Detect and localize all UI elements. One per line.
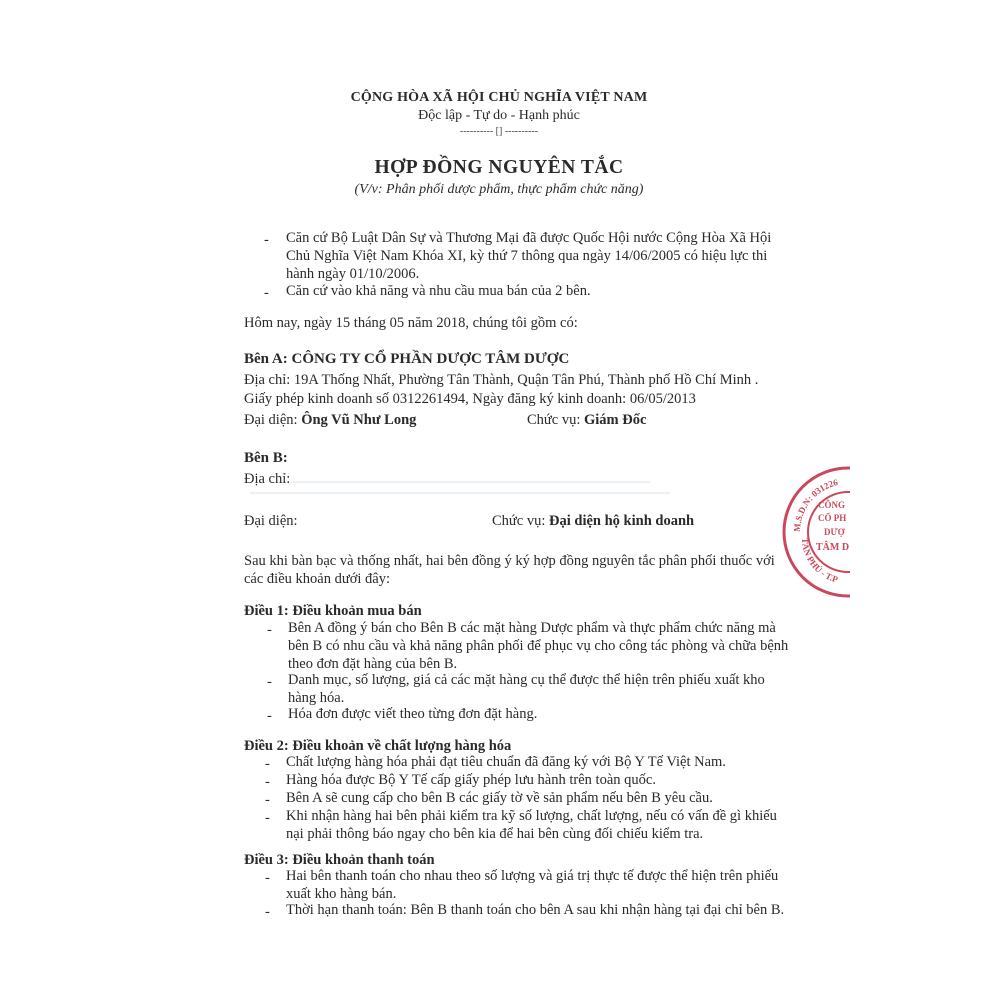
rep-label: Đại diện:: [244, 412, 302, 428]
bullet-dash: -: [267, 674, 272, 690]
article-2-line: Chất lượng hàng hóa phải đạt tiêu chuẩn đã đăng ký với Bộ Y Tế Việt Nam.: [286, 754, 726, 770]
bullet-dash: -: [267, 622, 272, 638]
legal-basis-line: Căn cứ vào khả năng và nhu cầu mua bán của 2 bên.: [286, 283, 591, 299]
agreement-line: Sau khi bàn bạc và thống nhất, hai bên đồng ý ký hợp đồng nguyên tắc phân phối thuốc với: [244, 553, 775, 569]
seal-line: CỔ PH: [818, 513, 847, 523]
seal-bottom-text: TÂN PHÚ - T.P: [799, 537, 840, 585]
party-b-address-label: Địa chỉ:: [244, 471, 291, 487]
document-subtitle: (V/v: Phân phối dược phẩm, thực phẩm chức năng): [354, 182, 644, 197]
nation-header: CỘNG HÒA XÃ HỘI CHỦ NGHĨA VIỆT NAM: [350, 90, 648, 105]
bullet-dash: -: [267, 708, 272, 724]
party-a-license: Giấy phép kinh doanh số 0312261494, Ngày đăng ký kinh doanh: 06/05/2013: [244, 391, 696, 407]
article-3-line: Hai bên thanh toán cho nhau theo số lượng và giá trị thực tế được thể hiện trên phiếu: [286, 868, 779, 884]
party-a-heading: Bên A: CÔNG TY CỔ PHẦN DƯỢC TÂM DƯỢC: [244, 351, 570, 367]
legal-basis-line: Chủ Nghĩa Việt Nam Khóa XI, kỳ thứ 7 thông qua ngày 14/06/2005 có hiệu lực thi: [286, 248, 768, 264]
redacted-field: [250, 492, 670, 494]
rep-name: Ông Vũ Như Long: [301, 412, 417, 428]
legal-basis-line: Căn cứ Bộ Luật Dân Sự và Thương Mại đã được Quốc Hội nước Cộng Hòa Xã Hội: [286, 230, 772, 246]
article-2-line: Bên A sẽ cung cấp cho bên B các giấy tờ về sản phẩm nếu bên B yêu cầu.: [286, 790, 713, 806]
bullet-dash: -: [265, 904, 270, 920]
position-label: Chức vụ:: [527, 412, 584, 428]
article-1-line: Danh mục, số lượng, giá cả các mặt hàng cụ thể được thể hiện trên phiếu xuất kho: [288, 672, 765, 688]
document-title: HỢP ĐỒNG NGUYÊN TẮC: [374, 157, 624, 178]
bullet-dash: -: [265, 792, 270, 808]
position-value: Giám Đốc: [584, 412, 647, 428]
bullet-dash: -: [265, 810, 270, 826]
position-value: Đại diện hộ kinh doanh: [549, 513, 695, 529]
bullet-dash: -: [265, 756, 270, 772]
bullet-dash: -: [264, 285, 269, 301]
article-3-heading: Điều 3: Điều khoản thanh toán: [244, 852, 435, 868]
article-1-line: bên B có nhu cầu và khả năng phân phối để phục vụ cho công tác phòng và chữa bệnh: [288, 638, 789, 654]
party-a-representative: [244, 412, 416, 429]
position-label: Chức vụ:: [492, 513, 549, 529]
article-1-heading: Điều 1: Điều khoản mua bán: [244, 603, 422, 619]
seal-line: DƯỢ: [824, 527, 845, 537]
article-1-line: theo đơn đặt hàng của bên B.: [288, 656, 458, 672]
article-2-line: Hàng hóa được Bộ Y Tế cấp giấy phép lưu hành trên toàn quốc.: [286, 772, 656, 788]
seal-graphic: [778, 462, 850, 602]
company-seal: [778, 462, 850, 602]
header-separator: ---------- [] ----------: [459, 126, 539, 137]
party-b-position: [492, 513, 694, 530]
party-a-address: Địa chỉ: 19A Thống Nhất, Phường Tân Thành, Quận Tân Phú, Thành phố Hồ Chí Minh .: [244, 372, 759, 388]
article-3-line: xuất kho hàng bán.: [286, 886, 397, 902]
seal-line: CÔNG: [818, 500, 845, 510]
agreement-line: các điều khoản dưới đây:: [244, 571, 390, 587]
article-1-line: Bên A đồng ý bán cho Bên B các mặt hàng Dược phẩm và thực phẩm chức năng mà: [288, 620, 776, 636]
article-2-line: nại phải thông báo ngay cho bên kia để hai bên cùng đối chiếu kiểm tra.: [286, 826, 704, 842]
seal-line: TÂM D: [816, 542, 850, 553]
seal-ring-text: M.S.D.N: 031226: [791, 477, 839, 533]
motto: Độc lập - Tự do - Hạnh phúc: [418, 108, 580, 123]
intro-line: Hôm nay, ngày 15 tháng 05 năm 2018, chúng tôi gồm có:: [244, 315, 578, 331]
party-b-heading: Bên B:: [244, 450, 288, 466]
legal-basis-line: hành ngày 01/10/2006.: [286, 266, 420, 282]
article-1-line: Hóa đơn được viết theo từng đơn đặt hàng.: [288, 706, 538, 722]
bullet-dash: -: [264, 232, 269, 248]
article-1-line: hàng hóa.: [288, 690, 345, 706]
bullet-dash: -: [265, 774, 270, 790]
redacted-field: [290, 481, 650, 483]
article-2-heading: Điều 2: Điều khoản về chất lượng hàng hóa: [244, 738, 512, 754]
article-2-line: Khi nhận hàng hai bên phải kiểm tra kỹ số lượng, chất lượng, nếu có vấn đề gì khiếu: [286, 808, 777, 824]
bullet-dash: -: [265, 870, 270, 886]
article-3-line: Thời hạn thanh toán: Bên B thanh toán cho bên A sau khi nhận hàng tại đại chỉ bên B.: [286, 902, 785, 918]
party-a-position: [527, 412, 646, 429]
party-b-rep-label: Đại diện:: [244, 513, 298, 529]
